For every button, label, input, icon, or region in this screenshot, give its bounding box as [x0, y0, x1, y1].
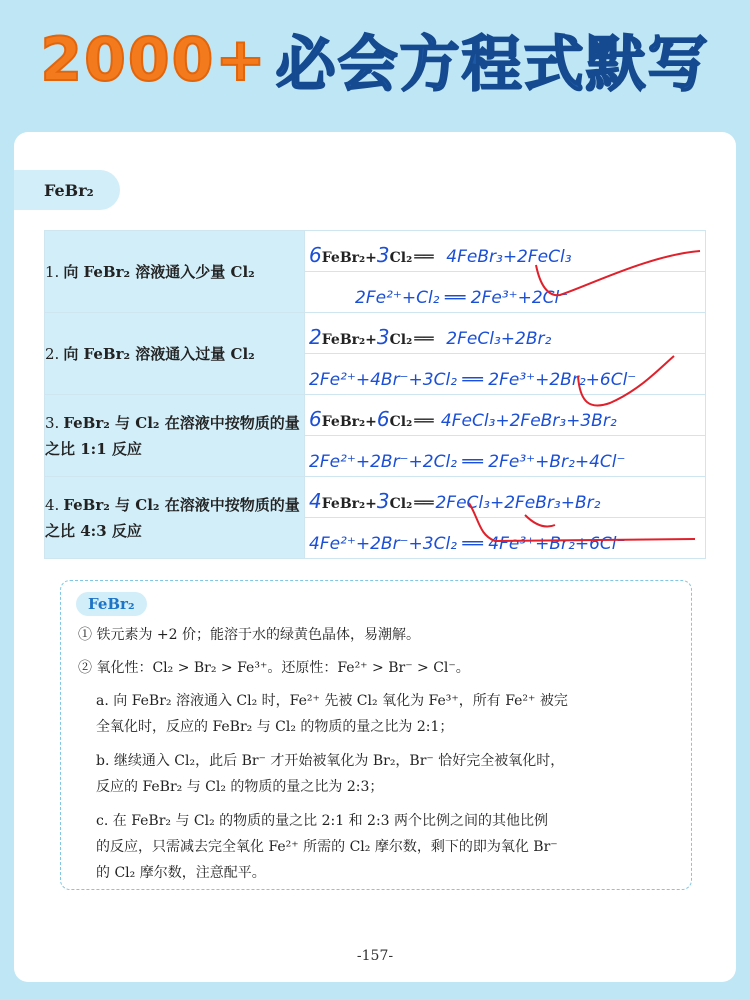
note-line: 全氧化时，反应的 FeBr₂ 与 Cl₂ 的物质的量之比为 2:1； — [96, 719, 454, 735]
handwritten-ionic-equation: 4Fe²⁺+2Br⁻+3Cl₂ ══ 4Fe³⁺+Br₂+6Cl⁻ — [309, 534, 626, 554]
equals-sign: ══ — [414, 247, 434, 266]
note-line: ① 铁元素为 +2 价；能溶于水的绿黄色晶体，易潮解。 — [78, 627, 420, 643]
printed-formula: Cl₂ — [389, 496, 413, 512]
handwritten-coefficient: 2 — [309, 325, 322, 349]
answer-line — [309, 407, 701, 431]
answer-cell[interactable] — [305, 477, 706, 518]
note-label: FeBr₂ — [76, 592, 147, 616]
handwritten-coefficient: 6 — [309, 243, 322, 267]
answer-line — [309, 370, 701, 390]
equals-sign: ══ — [414, 493, 434, 512]
note-line: a. 向 FeBr₂ 溶液通入 Cl₂ 时，Fe²⁺ 先被 Cl₂ 氧化为 Fe³⁺，所有 Fe²⁺ 被完 — [96, 693, 568, 709]
answer-line — [309, 325, 701, 349]
printed-formula: FeBr₂+ — [321, 250, 377, 266]
equation-table — [44, 230, 706, 559]
answer-cell[interactable] — [305, 272, 706, 313]
answer-cell[interactable] — [305, 313, 706, 354]
handwritten-coefficient: 6 — [376, 407, 390, 431]
topic-tab: FeBr₂ — [14, 170, 120, 210]
question-number: 1. — [45, 262, 60, 281]
question-number: 4. — [45, 495, 60, 514]
printed-formula: FeBr₂+ — [321, 332, 377, 348]
handwritten-products: 2FeCl₃+2Br₂ — [446, 329, 552, 349]
equals-sign: ══ — [414, 329, 434, 348]
printed-formula: Cl₂ — [389, 414, 413, 430]
equals-sign: ══ — [414, 411, 434, 430]
question-number: 2. — [45, 344, 60, 363]
banner — [0, 0, 750, 120]
handwritten-ionic-equation: 2Fe²⁺+Cl₂ ══ 2Fe³⁺+2Cl⁻ — [355, 288, 569, 308]
answer-cell[interactable] — [305, 354, 706, 395]
banner-title: 必会方程式默写 — [275, 30, 710, 100]
table-row — [45, 231, 706, 272]
question-cell — [45, 477, 305, 559]
question-number: 3. — [45, 413, 60, 432]
handwritten-coefficient: 4 — [309, 489, 322, 513]
printed-formula: FeBr₂+ — [321, 496, 377, 512]
note-line: 反应的 FeBr₂ 与 Cl₂ 的物质的量之比为 2:3； — [96, 779, 384, 795]
question-cell — [45, 313, 305, 395]
handwritten-products: 4FeCl₃+2FeBr₃+3Br₂ — [440, 411, 617, 431]
table-row — [45, 395, 706, 436]
answer-line — [309, 243, 701, 267]
handwritten-ionic-equation: 2Fe²⁺+4Br⁻+3Cl₂ ══ 2Fe³⁺+2Br₂+6Cl⁻ — [309, 370, 637, 390]
handwritten-coefficient: 6 — [309, 407, 322, 431]
note-line: 的反应，只需减去完全氧化 Fe²⁺ 所需的 Cl₂ 摩尔数，剩下的即为氧化 Br⁻ — [96, 839, 558, 855]
question-text: FeBr₂ 与 Cl₂ 在溶液中按物质的量之比 4:3 反应 — [45, 495, 300, 540]
printed-formula: Cl₂ — [389, 332, 413, 348]
answer-cell[interactable] — [305, 518, 706, 559]
handwritten-products: 4FeBr₃+2FeCl₃ — [446, 247, 572, 267]
answer-line — [309, 489, 701, 513]
note-line: ② 氧化性：Cl₂ > Br₂ > Fe³⁺。还原性：Fe²⁺ > Br⁻ > Cl⁻。 — [78, 660, 470, 676]
answer-cell[interactable] — [305, 395, 706, 436]
question-cell — [45, 231, 305, 313]
printed-formula: Cl₂ — [389, 250, 413, 266]
handwritten-coefficient: 3 — [376, 489, 390, 513]
question-cell — [45, 395, 305, 477]
question-text: FeBr₂ 与 Cl₂ 在溶液中按物质的量之比 1:1 反应 — [45, 413, 300, 458]
page-number: -157- — [356, 948, 394, 964]
printed-formula: FeBr₂+ — [321, 414, 377, 430]
question-text: 向 FeBr₂ 溶液通入少量 Cl₂ — [63, 262, 255, 281]
answer-line — [309, 534, 701, 554]
table-row — [45, 313, 706, 354]
answer-cell[interactable] — [305, 436, 706, 477]
note-line: 的 Cl₂ 摩尔数，注意配平。 — [96, 865, 266, 881]
answer-line — [355, 288, 701, 308]
handwritten-ionic-equation: 2Fe²⁺+2Br⁻+2Cl₂ ══ 2Fe³⁺+Br₂+4Cl⁻ — [309, 452, 626, 472]
question-text: 向 FeBr₂ 溶液通入过量 Cl₂ — [63, 344, 255, 363]
handwritten-coefficient: 3 — [376, 243, 390, 267]
note-line: c. 在 FeBr₂ 与 Cl₂ 的物质的量之比 2:1 和 2:3 两个比例之间的其他比例 — [96, 813, 549, 829]
handwritten-coefficient: 3 — [376, 325, 390, 349]
answer-line — [309, 452, 701, 472]
note-line: b. 继续通入 Cl₂，此后 Br⁻ 才开始被氧化为 Br₂，Br⁻ 恰好完全被氧化时， — [96, 753, 565, 769]
answer-cell[interactable] — [305, 231, 706, 272]
handwritten-products: 2FeCl₃+2FeBr₃+Br₂ — [435, 493, 601, 513]
table-row — [45, 477, 706, 518]
banner-count: 2000+ — [40, 25, 268, 95]
